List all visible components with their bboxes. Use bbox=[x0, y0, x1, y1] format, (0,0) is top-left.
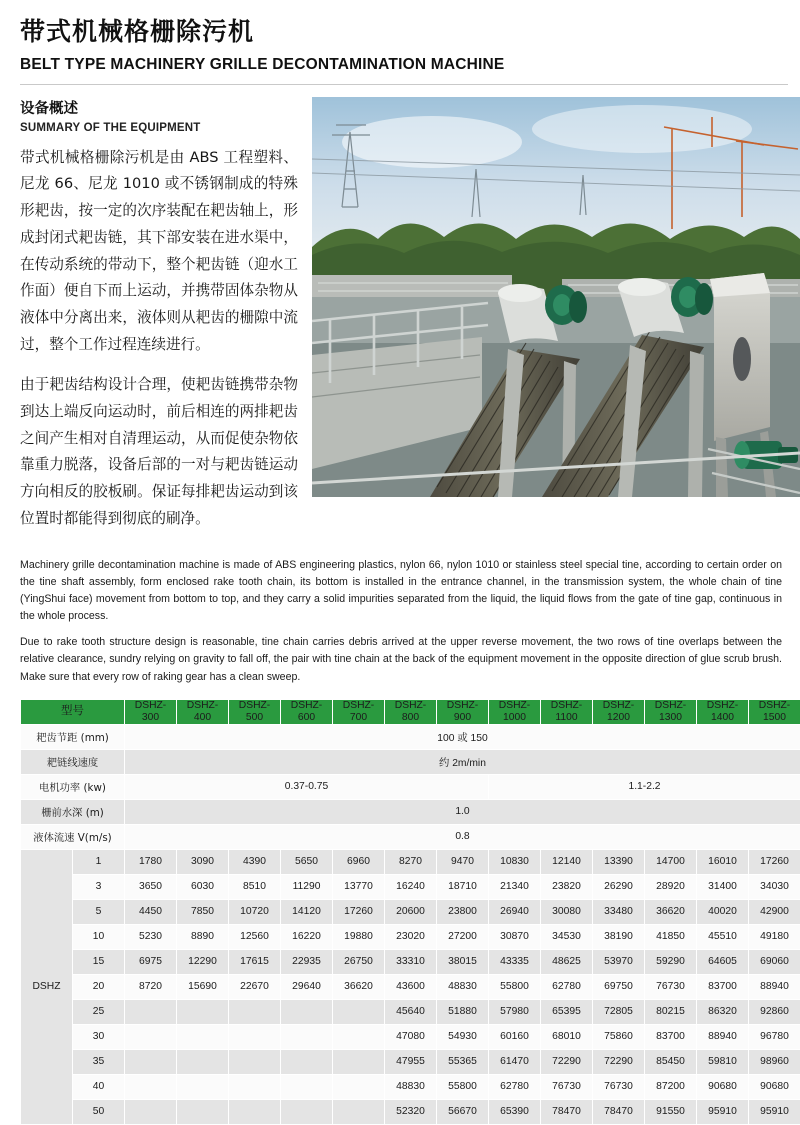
matrix-cell: 8270 bbox=[385, 849, 437, 874]
matrix-cell: 48830 bbox=[385, 1074, 437, 1099]
matrix-cell: 42900 bbox=[749, 899, 800, 924]
matrix-cell: 26290 bbox=[593, 874, 645, 899]
matrix-cell: 64605 bbox=[697, 949, 749, 974]
title-divider bbox=[20, 84, 788, 85]
section-heading-english: SUMMARY OF THE EQUIPMENT bbox=[20, 122, 298, 134]
matrix-cell bbox=[281, 1049, 333, 1074]
matrix-cell: 56670 bbox=[437, 1099, 489, 1124]
table-row bbox=[21, 974, 800, 999]
matrix-cell: 20600 bbox=[385, 899, 437, 924]
matrix-cell: 8720 bbox=[125, 974, 177, 999]
header-cell-model-1100: DSHZ- 1100 bbox=[541, 699, 593, 724]
matrix-cell: 78470 bbox=[541, 1099, 593, 1124]
header-cell-model-400: DSHZ- 400 bbox=[177, 699, 229, 724]
matrix-group-label: DSHZ bbox=[21, 849, 73, 1124]
matrix-cell bbox=[281, 1074, 333, 1099]
matrix-cell: 92860 bbox=[749, 999, 800, 1024]
header-cell-model-500: DSHZ- 500 bbox=[229, 699, 281, 724]
spec-row-label: 耙链线速度 bbox=[21, 749, 125, 774]
page-title-chinese: 带式机械格栅除污机 bbox=[20, 18, 784, 47]
matrix-cell bbox=[333, 999, 385, 1024]
matrix-cell: 13390 bbox=[593, 849, 645, 874]
table-row bbox=[21, 899, 800, 924]
spec-row bbox=[21, 749, 800, 774]
english-description-block bbox=[16, 557, 784, 686]
matrix-cell: 6030 bbox=[177, 874, 229, 899]
spec-row bbox=[21, 724, 800, 749]
matrix-cell: 95910 bbox=[749, 1099, 800, 1124]
matrix-cell bbox=[281, 1024, 333, 1049]
matrix-cell: 55365 bbox=[437, 1049, 489, 1074]
header-cell-model-1300: DSHZ- 1300 bbox=[645, 699, 697, 724]
matrix-cell bbox=[229, 1024, 281, 1049]
matrix-row-index: 15 bbox=[73, 949, 125, 974]
matrix-cell: 28920 bbox=[645, 874, 697, 899]
matrix-row-index: 20 bbox=[73, 974, 125, 999]
spec-row-label: 栅前水深 (m) bbox=[21, 799, 125, 824]
matrix-cell: 15690 bbox=[177, 974, 229, 999]
matrix-cell: 31400 bbox=[697, 874, 749, 899]
matrix-cell: 14700 bbox=[645, 849, 697, 874]
product-photo-column bbox=[312, 97, 800, 497]
matrix-row-index: 40 bbox=[73, 1074, 125, 1099]
matrix-cell: 57980 bbox=[489, 999, 541, 1024]
intro-section bbox=[16, 97, 784, 547]
matrix-cell bbox=[333, 1024, 385, 1049]
header-cell-model-800: DSHZ- 800 bbox=[385, 699, 437, 724]
matrix-row-index: 10 bbox=[73, 924, 125, 949]
matrix-cell: 98960 bbox=[749, 1049, 800, 1074]
table-row bbox=[21, 924, 800, 949]
matrix-cell: 22670 bbox=[229, 974, 281, 999]
matrix-cell: 83700 bbox=[645, 1024, 697, 1049]
matrix-cell bbox=[177, 999, 229, 1024]
matrix-cell: 65390 bbox=[489, 1099, 541, 1124]
matrix-row-index: 50 bbox=[73, 1099, 125, 1124]
matrix-cell: 88940 bbox=[697, 1024, 749, 1049]
table-row bbox=[21, 949, 800, 974]
matrix-cell: 5650 bbox=[281, 849, 333, 874]
matrix-cell: 6975 bbox=[125, 949, 177, 974]
matrix-cell: 75860 bbox=[593, 1024, 645, 1049]
matrix-row-index: 35 bbox=[73, 1049, 125, 1074]
matrix-row-index: 30 bbox=[73, 1024, 125, 1049]
matrix-cell: 23020 bbox=[385, 924, 437, 949]
matrix-cell: 18710 bbox=[437, 874, 489, 899]
matrix-cell: 52320 bbox=[385, 1099, 437, 1124]
matrix-cell: 8510 bbox=[229, 874, 281, 899]
matrix-cell: 10830 bbox=[489, 849, 541, 874]
spec-row-label: 液体流速 V(m/s) bbox=[21, 824, 125, 849]
summary-paragraph-english-1: Machinery grille decontamination machine is made of ABS engineering plastics, nylon 66, nylon 1010 or stainless steel special tine, according to certain order on the tine shaft assembly, form enclosed rake tooth chain, its bottom is installed in the entrance channel, in the transmission system, the whole chain of tine (YingShui face) movement from bottom to top, and they carry a solid impurities separated from the liquid, the liquid flows from the gate of tine gap, continuous in the whole process. bbox=[16, 557, 784, 626]
matrix-cell: 87200 bbox=[645, 1074, 697, 1099]
spec-row-value: 约 2m/min bbox=[125, 749, 800, 774]
matrix-cell: 33480 bbox=[593, 899, 645, 924]
matrix-cell bbox=[177, 1024, 229, 1049]
matrix-cell: 12140 bbox=[541, 849, 593, 874]
table-row bbox=[21, 1074, 800, 1099]
matrix-cell: 86320 bbox=[697, 999, 749, 1024]
header-cell-model-600: DSHZ- 600 bbox=[281, 699, 333, 724]
matrix-cell: 47080 bbox=[385, 1024, 437, 1049]
table-row bbox=[21, 1099, 800, 1124]
matrix-cell: 62780 bbox=[489, 1074, 541, 1099]
matrix-cell: 40020 bbox=[697, 899, 749, 924]
matrix-cell: 43335 bbox=[489, 949, 541, 974]
matrix-cell: 54930 bbox=[437, 1024, 489, 1049]
matrix-row-index: 5 bbox=[73, 899, 125, 924]
matrix-row-index: 1 bbox=[73, 849, 125, 874]
matrix-cell: 90680 bbox=[697, 1074, 749, 1099]
matrix-cell bbox=[125, 999, 177, 1024]
matrix-cell: 62780 bbox=[541, 974, 593, 999]
matrix-cell: 17260 bbox=[333, 899, 385, 924]
matrix-cell: 69060 bbox=[749, 949, 800, 974]
header-cell-model: 型号 bbox=[21, 699, 125, 724]
matrix-cell: 61470 bbox=[489, 1049, 541, 1074]
matrix-cell: 34030 bbox=[749, 874, 800, 899]
matrix-cell: 65395 bbox=[541, 999, 593, 1024]
matrix-cell: 10720 bbox=[229, 899, 281, 924]
matrix-cell bbox=[333, 1049, 385, 1074]
matrix-cell bbox=[229, 1099, 281, 1124]
matrix-cell: 16240 bbox=[385, 874, 437, 899]
matrix-cell: 90680 bbox=[749, 1074, 800, 1099]
spec-row bbox=[21, 774, 800, 799]
matrix-cell: 83700 bbox=[697, 974, 749, 999]
header-cell-model-1200: DSHZ- 1200 bbox=[593, 699, 645, 724]
table-row bbox=[21, 1049, 800, 1074]
matrix-cell: 38190 bbox=[593, 924, 645, 949]
spec-row-label: 电机功率 (kw) bbox=[21, 774, 125, 799]
header-cell-model-1000: DSHZ- 1000 bbox=[489, 699, 541, 724]
matrix-cell: 78470 bbox=[593, 1099, 645, 1124]
matrix-cell bbox=[177, 1049, 229, 1074]
spec-row-value: 0.8 bbox=[125, 824, 800, 849]
header-cell-model-1400: DSHZ- 1400 bbox=[697, 699, 749, 724]
matrix-cell: 1780 bbox=[125, 849, 177, 874]
matrix-cell: 60160 bbox=[489, 1024, 541, 1049]
matrix-cell: 19880 bbox=[333, 924, 385, 949]
table-row bbox=[21, 849, 800, 874]
matrix-cell: 45640 bbox=[385, 999, 437, 1024]
matrix-cell bbox=[177, 1099, 229, 1124]
matrix-cell: 72805 bbox=[593, 999, 645, 1024]
matrix-cell: 3650 bbox=[125, 874, 177, 899]
matrix-cell: 88940 bbox=[749, 974, 800, 999]
matrix-cell: 17260 bbox=[749, 849, 800, 874]
spec-row bbox=[21, 824, 800, 849]
spec-row-value-right: 1.1-2.2 bbox=[489, 774, 800, 799]
matrix-cell: 12290 bbox=[177, 949, 229, 974]
matrix-cell: 17615 bbox=[229, 949, 281, 974]
matrix-cell: 49180 bbox=[749, 924, 800, 949]
matrix-cell: 80215 bbox=[645, 999, 697, 1024]
matrix-cell: 34530 bbox=[541, 924, 593, 949]
matrix-cell bbox=[281, 1099, 333, 1124]
matrix-cell bbox=[125, 1024, 177, 1049]
matrix-cell: 85450 bbox=[645, 1049, 697, 1074]
table-row bbox=[21, 999, 800, 1024]
equipment-photo bbox=[312, 97, 800, 497]
matrix-row-index: 25 bbox=[73, 999, 125, 1024]
table-row bbox=[21, 874, 800, 899]
matrix-cell bbox=[333, 1074, 385, 1099]
summary-paragraph-english-2: Due to rake tooth structure design is reasonable, tine chain carries debris arrived at the upper reverse movement, the two rows of tine overlaps between the relative clearance, sundry relying on gravity to fall off, the pair with tine chain at the back of the equipment movement in the opposite direction of glue scrub brush. Make sure that every row of raking gear has a clean sweep. bbox=[16, 634, 784, 685]
matrix-cell: 91550 bbox=[645, 1099, 697, 1124]
matrix-cell bbox=[281, 999, 333, 1024]
matrix-cell: 59290 bbox=[645, 949, 697, 974]
matrix-cell: 48830 bbox=[437, 974, 489, 999]
matrix-cell bbox=[229, 999, 281, 1024]
matrix-cell: 48625 bbox=[541, 949, 593, 974]
matrix-cell: 59810 bbox=[697, 1049, 749, 1074]
spec-row-value: 100 或 150 bbox=[125, 724, 800, 749]
spec-row-value-left: 0.37-0.75 bbox=[125, 774, 489, 799]
matrix-cell: 26750 bbox=[333, 949, 385, 974]
matrix-cell: 72290 bbox=[541, 1049, 593, 1074]
header-cell-model-1500: DSHZ- 1500 bbox=[749, 699, 800, 724]
matrix-cell: 55800 bbox=[437, 1074, 489, 1099]
matrix-cell: 8890 bbox=[177, 924, 229, 949]
matrix-cell: 26940 bbox=[489, 899, 541, 924]
matrix-cell: 41850 bbox=[645, 924, 697, 949]
matrix-cell: 6960 bbox=[333, 849, 385, 874]
matrix-cell: 4450 bbox=[125, 899, 177, 924]
matrix-cell: 36620 bbox=[645, 899, 697, 924]
matrix-cell: 13770 bbox=[333, 874, 385, 899]
matrix-cell: 45510 bbox=[697, 924, 749, 949]
matrix-cell: 21340 bbox=[489, 874, 541, 899]
header-cell-model-900: DSHZ- 900 bbox=[437, 699, 489, 724]
matrix-cell: 96780 bbox=[749, 1024, 800, 1049]
matrix-cell: 29640 bbox=[281, 974, 333, 999]
matrix-cell: 55800 bbox=[489, 974, 541, 999]
header-cell-model-700: DSHZ- 700 bbox=[333, 699, 385, 724]
matrix-cell: 76730 bbox=[593, 1074, 645, 1099]
spec-row-value: 1.0 bbox=[125, 799, 800, 824]
matrix-cell bbox=[229, 1074, 281, 1099]
matrix-cell: 30870 bbox=[489, 924, 541, 949]
header-cell-model-300: DSHZ- 300 bbox=[125, 699, 177, 724]
table-row bbox=[21, 1024, 800, 1049]
matrix-cell: 33310 bbox=[385, 949, 437, 974]
matrix-cell: 11290 bbox=[281, 874, 333, 899]
matrix-cell: 51880 bbox=[437, 999, 489, 1024]
matrix-row-index: 3 bbox=[73, 874, 125, 899]
matrix-cell bbox=[177, 1074, 229, 1099]
matrix-cell: 95910 bbox=[697, 1099, 749, 1124]
matrix-cell: 14120 bbox=[281, 899, 333, 924]
summary-paragraph-chinese-2: 由于耙齿结构设计合理，使耙齿链携带杂物到达上端反向运动时，前后相连的两排耙齿之间产生相对自清理运动，从而促使杂物依靠重力脱落，设备后部的一对与耙齿链运动方向相反的胶板刷。保证每排耙齿运动到该位置时都能得到彻底的刷净。 bbox=[20, 372, 298, 532]
summary-paragraph-chinese-1: 带式机械格栅除污机是由 ABS 工程塑料、尼龙 66、尼龙 1010 或不锈钢制成的特殊形耙齿，按一定的次序装配在耙齿轴上，形成封闭式耙齿链，其下部安装在进水渠中，在传动系统的带动下，整个耙齿链（迎水工作面）便自下而上运动，并携带固体杂物从液体中分离出来，液体则从耙齿的栅隙中流过，整个工作过程连续进行。 bbox=[20, 145, 298, 359]
matrix-cell bbox=[125, 1049, 177, 1074]
matrix-cell: 4390 bbox=[229, 849, 281, 874]
matrix-cell bbox=[125, 1074, 177, 1099]
matrix-cell: 9470 bbox=[437, 849, 489, 874]
matrix-cell: 23800 bbox=[437, 899, 489, 924]
specification-table bbox=[20, 699, 800, 1125]
matrix-cell: 12560 bbox=[229, 924, 281, 949]
matrix-cell bbox=[229, 1049, 281, 1074]
matrix-cell: 69750 bbox=[593, 974, 645, 999]
matrix-cell: 43600 bbox=[385, 974, 437, 999]
matrix-cell: 38015 bbox=[437, 949, 489, 974]
matrix-cell: 16220 bbox=[281, 924, 333, 949]
matrix-cell: 7850 bbox=[177, 899, 229, 924]
matrix-cell bbox=[125, 1099, 177, 1124]
matrix-cell: 22935 bbox=[281, 949, 333, 974]
matrix-cell: 5230 bbox=[125, 924, 177, 949]
matrix-cell: 27200 bbox=[437, 924, 489, 949]
matrix-cell: 76730 bbox=[541, 1074, 593, 1099]
spec-row bbox=[21, 799, 800, 824]
intro-text-column bbox=[16, 97, 298, 547]
equipment-photo-illustration bbox=[312, 97, 800, 497]
matrix-cell: 16010 bbox=[697, 849, 749, 874]
spec-row-label: 耙齿节距 (mm) bbox=[21, 724, 125, 749]
table-header-row bbox=[21, 699, 800, 724]
matrix-cell: 36620 bbox=[333, 974, 385, 999]
matrix-cell bbox=[333, 1099, 385, 1124]
matrix-cell: 23820 bbox=[541, 874, 593, 899]
matrix-cell: 3090 bbox=[177, 849, 229, 874]
matrix-cell: 76730 bbox=[645, 974, 697, 999]
specification-table-wrapper bbox=[20, 699, 788, 1125]
matrix-cell: 53970 bbox=[593, 949, 645, 974]
page-title-english: BELT TYPE MACHINERY GRILLE DECONTAMINATION MACHINE bbox=[20, 56, 784, 74]
matrix-cell: 68010 bbox=[541, 1024, 593, 1049]
matrix-cell: 30080 bbox=[541, 899, 593, 924]
section-heading-chinese: 设备概述 bbox=[20, 97, 298, 118]
matrix-cell: 72290 bbox=[593, 1049, 645, 1074]
matrix-cell: 47955 bbox=[385, 1049, 437, 1074]
